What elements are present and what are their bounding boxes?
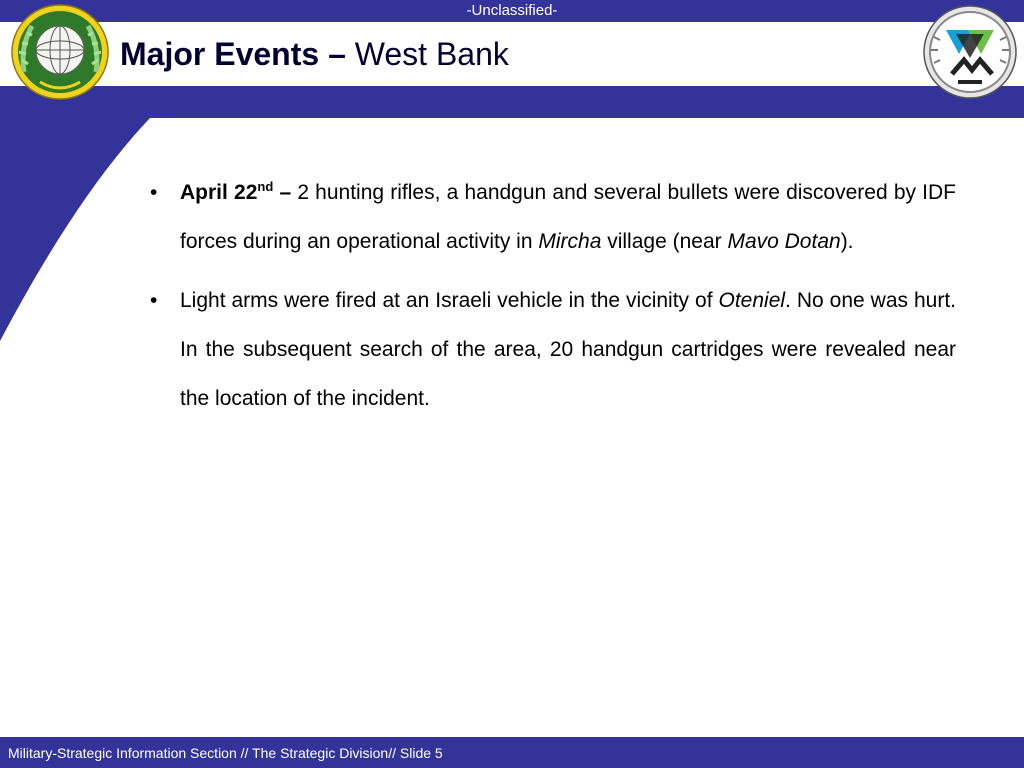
slide-content [150,168,956,433]
page-title [120,36,509,73]
bullet-dot: • [150,289,158,312]
place-name: Oteniel [718,289,786,312]
footer-text: Military-Strategic Information Section // The Strategic Division// Slide 5 [8,745,443,761]
title-bold-part: Major Events – [120,36,346,72]
date-suffix: nd [257,179,274,194]
blue-swoosh-decoration [0,86,160,346]
place-name: Mavo Dotan [727,230,841,253]
bullet-item: • Light arms were fired at an Israeli vehicle in the vicinity of Oteniel. No one was hurt. In the subsequent search of the area, 20 handgun cartridges were revealed near the location of the incident. [150,276,956,423]
military-intelligence-emblem-icon [10,2,110,102]
title-region: West Bank [345,36,509,72]
classification-label: -Unclassified- [466,2,558,19]
bullet-dot: • [150,181,158,204]
footer-bar [0,737,1024,768]
bullet-item: • April 22nd – 2 hunting rifles, a handgun and several bullets were discovered by IDF forces during an operational activity in Mircha village (near Mavo Dotan). [150,168,956,266]
event-date: April 22nd – [180,179,292,204]
strategic-division-emblem-icon [922,4,1018,100]
place-name: Mircha [538,230,602,253]
